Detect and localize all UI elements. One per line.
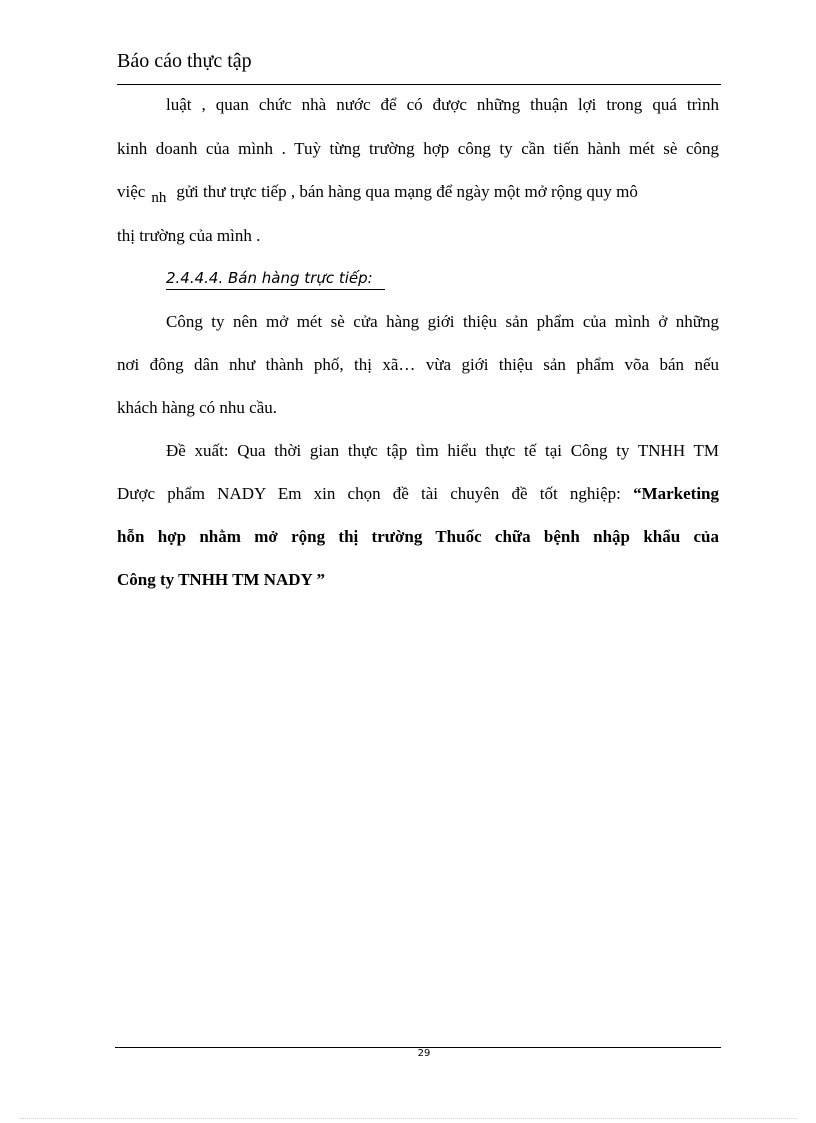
text-line: khách hàng có nhu cầu. [117,398,278,417]
text-fragment: việc [117,182,146,201]
header-divider [117,84,721,85]
text-fragment: Dược phẩm NADY Em xin chọn đề tài chuyên đề tốt nghiệp: [117,484,634,503]
topic-title-start: “Marketing [633,484,719,503]
page-number: 29 [417,1048,431,1059]
topic-title-line: hỗn hợp nhằm mở rộng thị trường Thuốc chữa bệnh nhập khẩu của [117,527,719,546]
text-line: kinh doanh của mình . Tuỳ từng trường hợp công ty cần tiến hành mét sè công [117,139,719,158]
text-line [117,180,719,205]
text-line: thị trường của mình . [117,226,261,245]
header-title: Báo cáo thực tập [117,50,252,72]
heading-underline [166,289,385,290]
text-line: nơi đông dân như thành phố, thị xã… vừa giới thiệu sản phẩm võa bán nếu [117,355,719,374]
text-line [117,482,719,506]
section-heading: 2.4.4.4. Bán hàng trực tiếp: [166,269,373,287]
topic-title-line: Công ty TNHH TM NADY ” [117,570,325,589]
text-line: luật , quan chức nhà nước để có được những thuận lợi trong quá trình [166,95,719,114]
page-edge-divider [20,1118,796,1119]
text-line: Đề xuất: Qua thời gian thực tập tìm hiểu thực tế tại Công ty TNHH TM [166,441,719,460]
text-fragment: nh [151,190,167,206]
text-line: Công ty nên mở mét sè cửa hàng giới thiệu sản phẩm của mình ở những [166,312,719,331]
text-fragment: gửi thư trực tiếp , bán hàng qua mạng để ngày một mở rộng quy mô [176,182,638,201]
